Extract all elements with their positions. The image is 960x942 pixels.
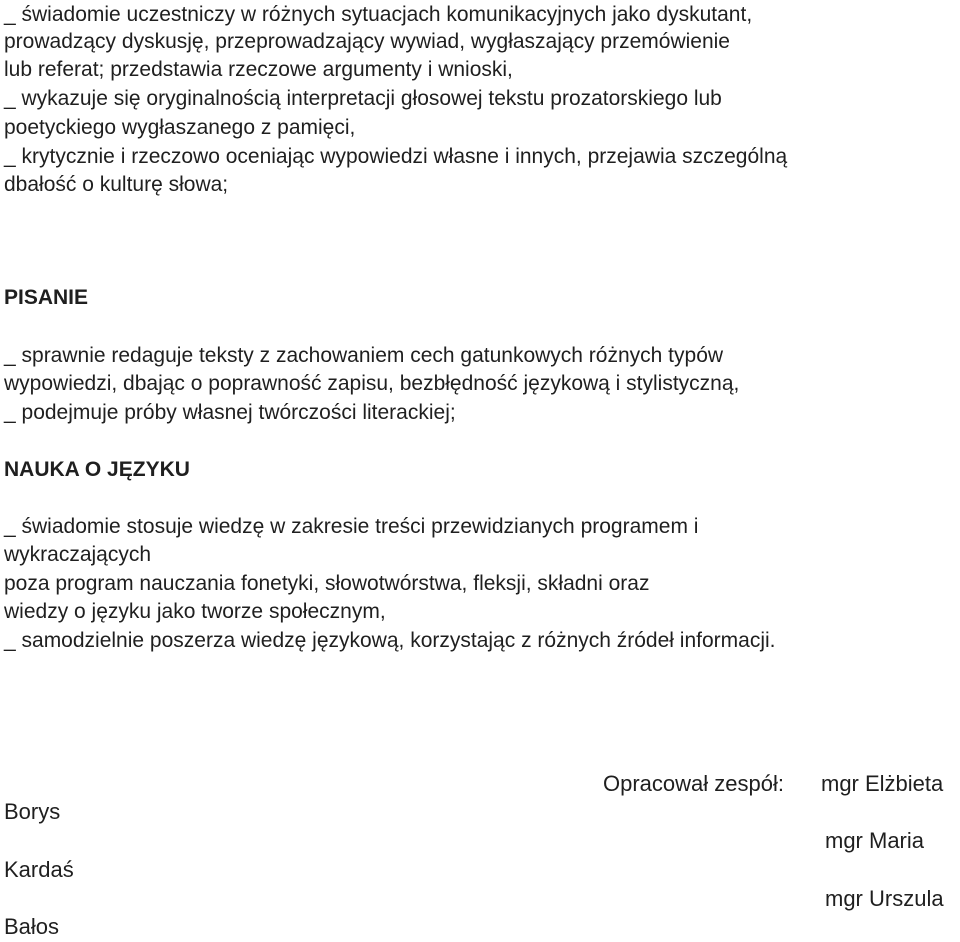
author-first-name: mgr Maria bbox=[825, 828, 925, 853]
author-surname: Kardaś bbox=[4, 857, 74, 882]
language-line: _ samodzielnie poszerza wiedzę językową, korzystając z różnych źródeł informacji. bbox=[4, 629, 776, 652]
section-heading-language: NAUKA O JĘZYKU bbox=[4, 458, 190, 481]
language-line: poza program nauczania fonetyki, słowotwórstwa, fleksji, składni oraz bbox=[4, 572, 650, 595]
speaking-line: dbałość o kulturę słowa; bbox=[4, 173, 229, 196]
writing-line: wypowiedzi, dbając o poprawność zapisu, bezbłędność językową i stylistyczną, bbox=[4, 372, 740, 395]
writing-line: _ sprawnie redaguje teksty z zachowaniem cech gatunkowych różnych typów bbox=[4, 344, 724, 367]
speaking-line: poetyckiego wygłaszanego z pamięci, bbox=[4, 116, 356, 139]
language-line: wiedzy o języku jako tworze społecznym, bbox=[4, 600, 386, 623]
speaking-line: _ krytycznie i rzeczowo oceniając wypowiedzi własne i innych, przejawia szczególną bbox=[4, 145, 788, 168]
language-line: _ świadomie stosuje wiedzę w zakresie treści przewidzianych programem i bbox=[4, 515, 699, 538]
speaking-line: lub referat; przedstawia rzeczowe argumenty i wnioski, bbox=[4, 58, 513, 81]
speaking-line: prowadzący dyskusję, przeprowadzający wywiad, wygłaszający przemówienie bbox=[4, 30, 730, 53]
author-surname: Bałos bbox=[4, 914, 60, 939]
author-surname: Borys bbox=[4, 799, 61, 824]
section-heading-writing: PISANIE bbox=[4, 286, 89, 309]
writing-line: _ podejmuje próby własnej twórczości literackiej; bbox=[4, 401, 456, 424]
prepared-by-label: Opracował zespół: bbox=[603, 771, 784, 796]
speaking-line: _ świadomie uczestniczy w różnych sytuacjach komunikacyjnych jako dyskutant, bbox=[4, 3, 753, 26]
language-line: wykraczających bbox=[4, 543, 152, 566]
author-first-name: mgr Urszula bbox=[825, 886, 944, 911]
author-first-name: mgr Elżbieta bbox=[821, 771, 944, 796]
speaking-line: _ wykazuje się oryginalnością interpretacji głosowej tekstu prozatorskiego lub bbox=[4, 87, 722, 110]
